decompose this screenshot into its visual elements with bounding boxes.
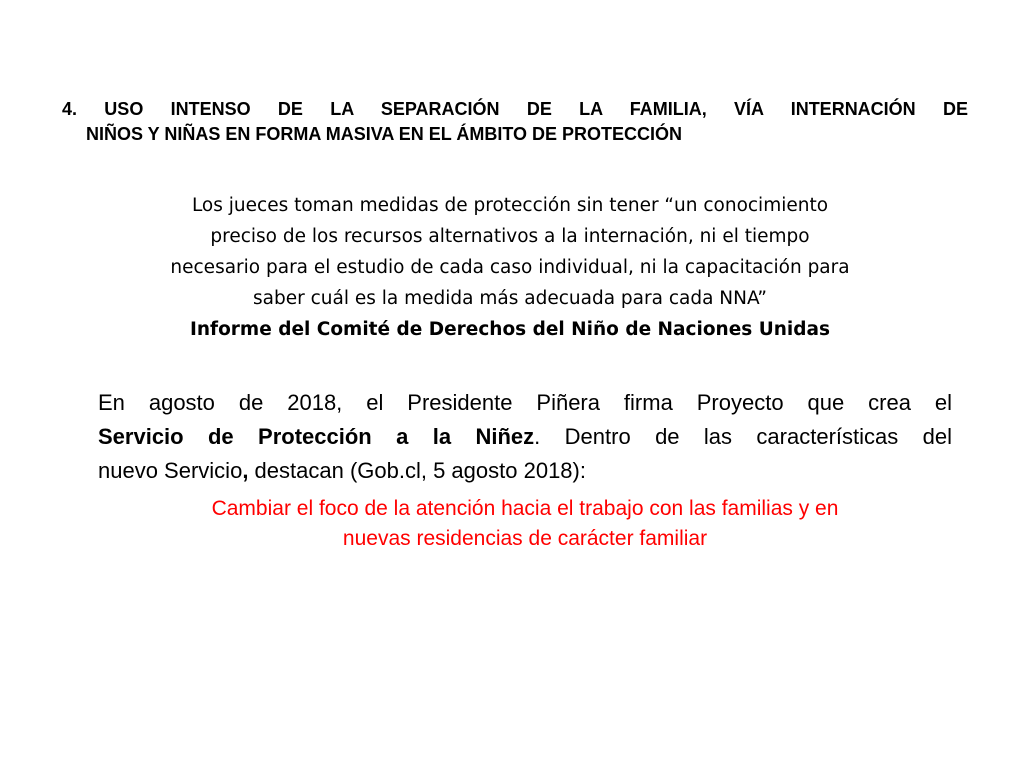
body-line-3-start: nuevo Servicio xyxy=(98,458,243,483)
body-line-1: En agosto de 2018, el Presidente Piñera firma Proyecto que crea el xyxy=(98,390,952,415)
heading-line-1: 4. USO INTENSO DE LA SEPARACIÓN DE LA FAMILIA, VÍA INTERNACIÓN DE xyxy=(62,99,968,119)
body-line-3-comma: , xyxy=(242,458,249,483)
quote-line: saber cuál es la medida más adecuada para cada NNA” xyxy=(253,288,767,309)
slide-heading xyxy=(62,97,968,147)
quote-source: Informe del Comité de Derechos del Niño de Naciones Unidas xyxy=(190,319,830,340)
body-paragraph xyxy=(98,386,952,488)
service-name: Servicio de Protección a la Niñez xyxy=(98,424,535,449)
body-line-3-text: destacan (Gob.cl, 5 agosto 2018): xyxy=(248,458,586,483)
quote-line: necesario para el estudio de cada caso individual, ni la capacitación para xyxy=(170,257,850,278)
quote-line: preciso de los recursos alternativos a la internación, ni el tiempo xyxy=(210,226,810,247)
highlight-line-2: nuevas residencias de carácter familiar xyxy=(342,527,708,550)
quote-line: Los jueces toman medidas de protección sin tener “un conocimiento xyxy=(191,195,829,216)
highlight-block xyxy=(100,494,950,554)
highlight-line-1: Cambiar el foco de la atención hacia el trabajo con las familias y en xyxy=(211,497,839,520)
heading-line-2: NIÑOS Y NIÑAS EN FORMA MASIVA EN EL ÁMBITO DE PROTECCIÓN xyxy=(86,124,683,144)
body-line-3 xyxy=(98,454,952,488)
body-line-2 xyxy=(98,420,952,454)
body-line-2-text: . Dentro de las características del xyxy=(534,424,952,449)
quote-block xyxy=(110,190,910,345)
